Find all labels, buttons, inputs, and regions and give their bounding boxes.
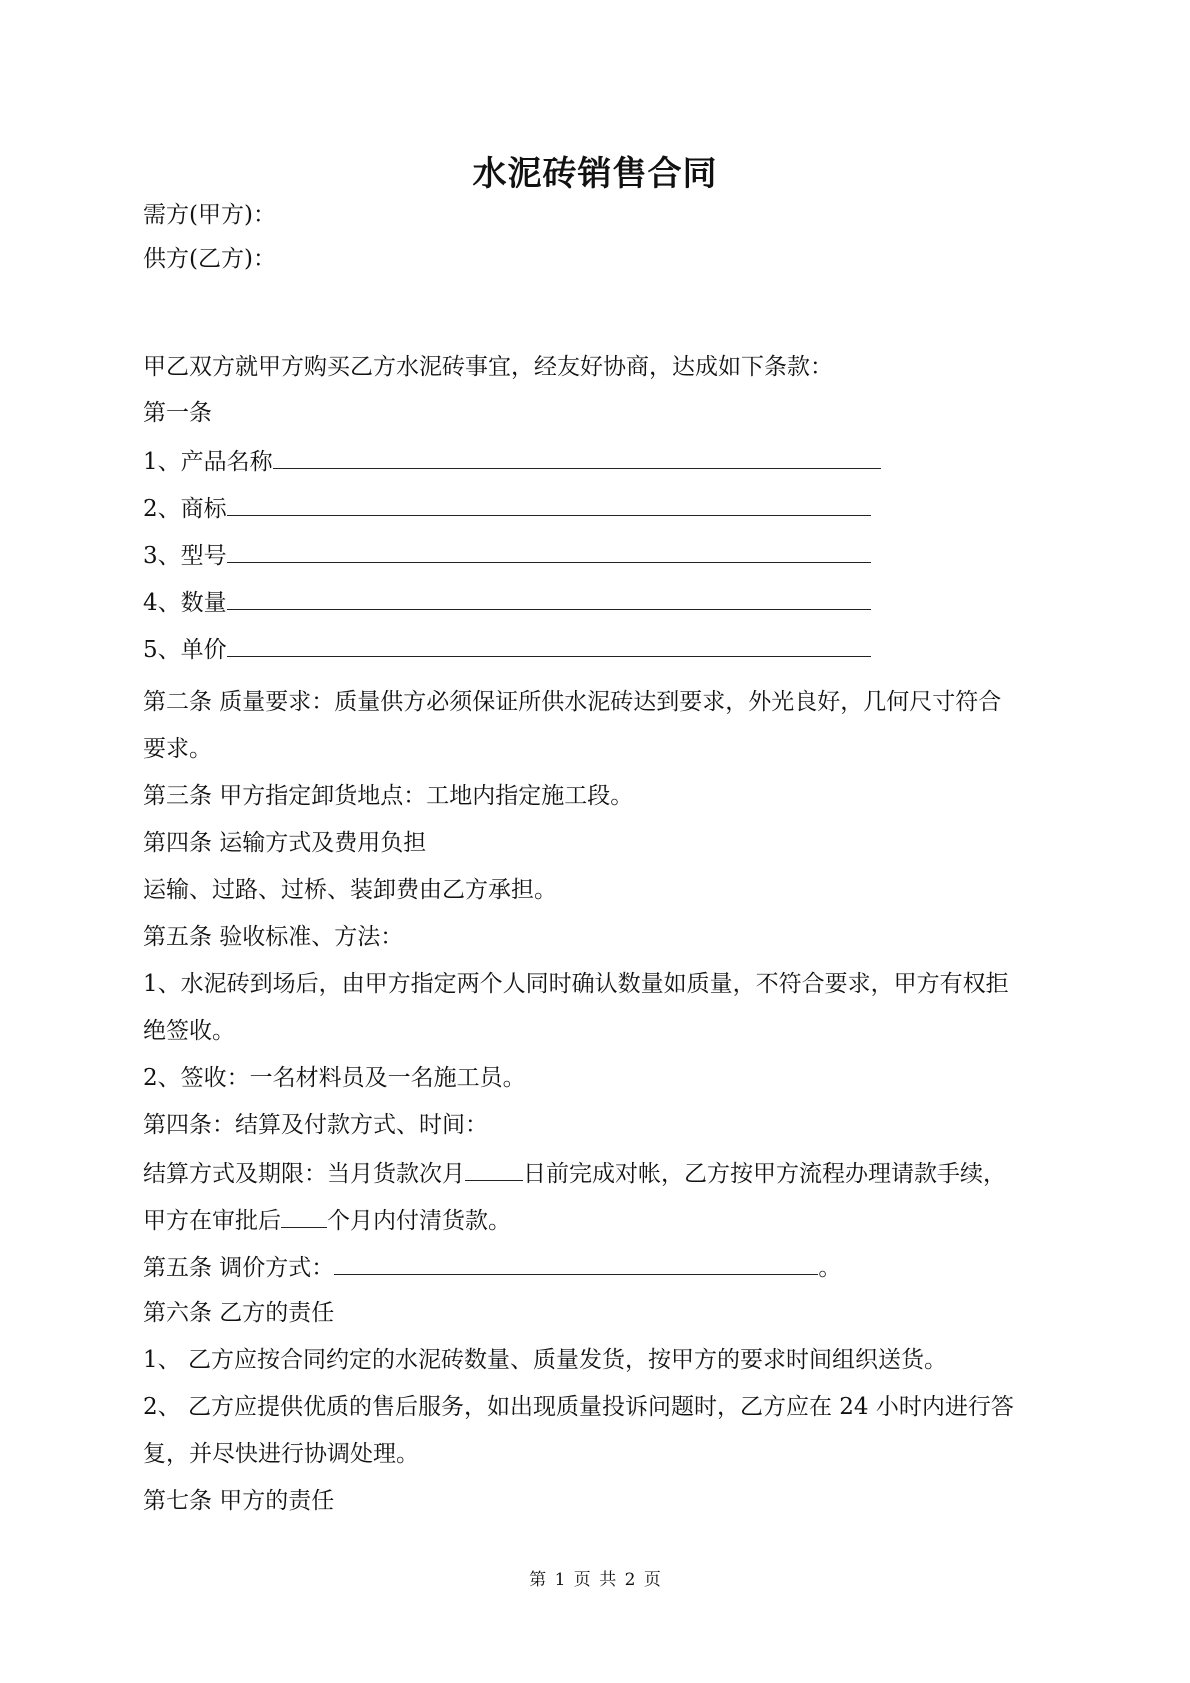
article-label: 第五条 调价方式： (143, 1255, 335, 1281)
article-7-heading: 第七条 甲方的责任 (143, 1488, 335, 1514)
fill-in-blank (227, 538, 871, 563)
intro-line: 甲乙双方就甲方购买乙方水泥砖事宜，经友好协商，达成如下条款： (143, 354, 833, 380)
article-5-heading: 第五条 验收标准、方法： (143, 924, 404, 950)
fill-in-blank (334, 1250, 818, 1275)
settlement-text: 日前完成对帐，乙方按甲方流程办理请款手续， (523, 1161, 1006, 1187)
article-2-line-1: 第二条 质量要求：质量供方必须保证所供水泥砖达到要求，外光良好，几何尺寸符合 (143, 689, 1002, 715)
punctuation: 。 (818, 1255, 842, 1281)
article-1-heading: 第一条 (143, 400, 212, 426)
item-label: 5、单价 (143, 637, 227, 663)
fill-in-blank (273, 444, 881, 469)
seller-line: 供方(乙方)： (143, 246, 276, 272)
item-unit-price (143, 632, 871, 666)
fill-in-blank (227, 491, 871, 516)
article-6-heading: 第六条 乙方的责任 (143, 1300, 335, 1326)
fill-in-blank (465, 1156, 523, 1181)
fill-in-blank (227, 632, 871, 657)
settlement-text: 甲方在审批后 (143, 1208, 281, 1234)
article-5b-price-adjustment (143, 1250, 841, 1284)
article-4-heading: 第四条 运输方式及费用负担 (143, 830, 427, 856)
article-4-text: 运输、过路、过桥、装卸费由乙方承担。 (143, 877, 557, 903)
document-title: 水泥砖销售合同 (472, 154, 718, 194)
article-4b-heading: 第四条：结算及付款方式、时间： (143, 1112, 488, 1138)
item-product-name (143, 444, 881, 478)
settlement-text: 结算方式及期限：当月货款次月 (143, 1161, 465, 1187)
article-6-item-1: 1、 乙方应按合同约定的水泥砖数量、质量发货，按甲方的要求时间组织送货。 (143, 1347, 947, 1373)
page-number-footer: 第 1 页 共 2 页 (529, 1570, 661, 1590)
settlement-line-1 (143, 1156, 1006, 1190)
item-model (143, 538, 871, 572)
buyer-line: 需方(甲方)： (143, 202, 276, 228)
settlement-text: 个月内付清货款。 (327, 1208, 511, 1234)
article-6-item-2-line-1: 2、 乙方应提供优质的售后服务，如出现质量投诉问题时，乙方应在 24 小时内进行答 (143, 1394, 1014, 1420)
fill-in-blank (227, 585, 871, 610)
article-5-item-2: 2、签收：一名材料员及一名施工员。 (143, 1065, 526, 1091)
item-label: 1、产品名称 (143, 449, 273, 475)
article-3: 第三条 甲方指定卸货地点：工地内指定施工段。 (143, 783, 634, 809)
item-label: 2、商标 (143, 496, 227, 522)
article-2-line-2: 要求。 (143, 736, 212, 762)
item-trademark (143, 491, 871, 525)
item-label: 3、型号 (143, 543, 227, 569)
fill-in-blank (281, 1203, 327, 1228)
article-5-item-1-line-1: 1、水泥砖到场后，由甲方指定两个人同时确认数量如质量，不符合要求，甲方有权拒 (143, 971, 1009, 997)
article-5-item-1-line-2: 绝签收。 (143, 1018, 235, 1044)
article-6-item-2-line-2: 复，并尽快进行协调处理。 (143, 1441, 419, 1467)
item-quantity (143, 585, 871, 619)
settlement-line-2 (143, 1203, 511, 1237)
item-label: 4、数量 (143, 590, 227, 616)
